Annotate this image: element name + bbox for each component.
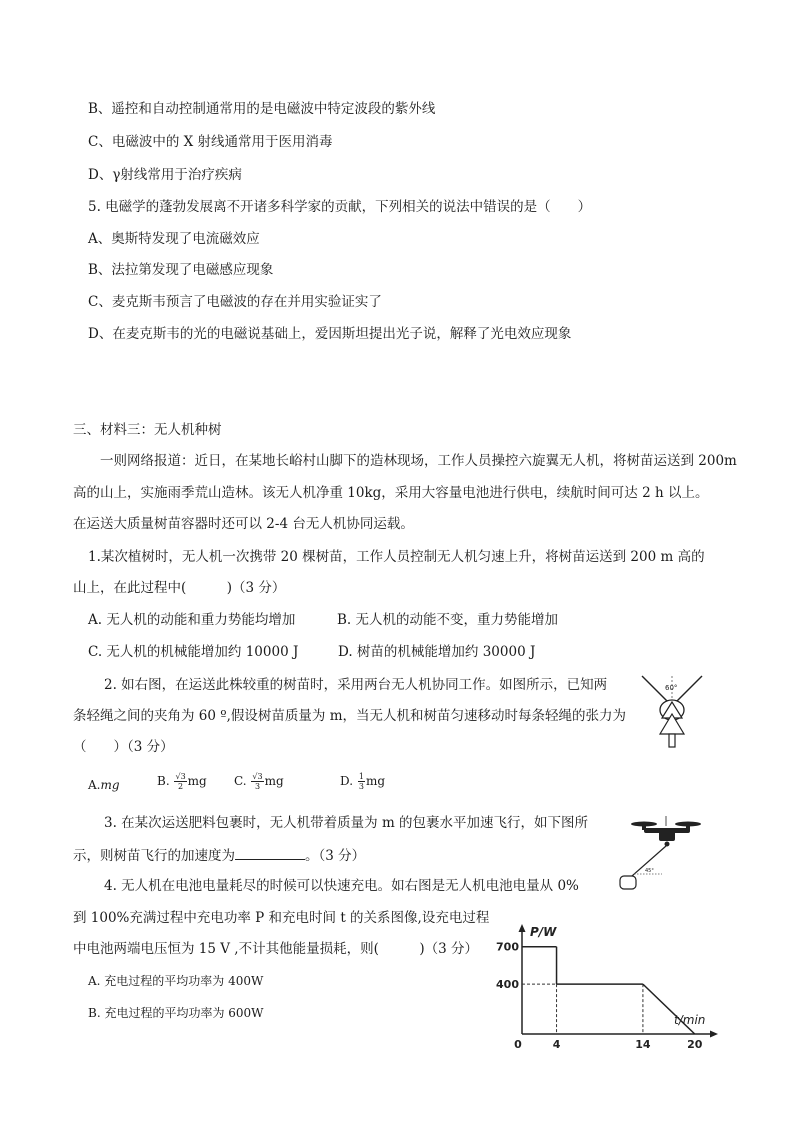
section3-intro-line2: 高的山上，实施雨季荒山造林。该无人机净重 10kg，采用大容量电池进行供电，续航时间可达 2 h 以上。: [73, 485, 709, 501]
right-rope-line: [674, 676, 702, 704]
sq2-option-c-label: C.: [234, 774, 247, 788]
sq2-stem-line3: （ ）（3 分）: [73, 739, 174, 755]
sq2-stem-line2: 条轻绳之间的夹角为 60 º,假设树苗质量为 m，当无人机和树苗匀速移动时每条轻绳的张力为: [73, 708, 626, 724]
sq2-option-d: [340, 772, 385, 791]
sq1-option-d: D. 树苗的机械能增加约 30000 J: [338, 644, 536, 660]
x-tick-label: 0: [514, 1038, 522, 1051]
power-time-chart: [496, 922, 720, 1052]
series-segment: [643, 984, 695, 1034]
sq3-stem-line2: [73, 845, 365, 865]
sq2-option-c-unit: mg: [264, 774, 284, 788]
q5-option-c: C、麦克斯韦预言了电磁波的存在并用实验证实了: [88, 294, 382, 310]
sq3-figure-angle: 45°: [645, 868, 654, 874]
q5-option-b: B、法拉第发现了电磁感应现象: [88, 262, 274, 278]
sq1-stem-line2: 山上，在此过程中( )（3 分）: [73, 580, 286, 596]
sq2-option-b: [157, 772, 207, 791]
sq2-option-b-unit: mg: [187, 774, 207, 788]
x-axis-label: t/min: [674, 1013, 706, 1027]
q5-option-a: A、奥斯特发现了电流磁效应: [88, 231, 260, 247]
sq2-figure-angle: 60°: [665, 684, 678, 692]
sq1-option-a: A. 无人机的动能和重力势能均增加: [88, 612, 296, 628]
sq2-option-c-numerator: √3: [252, 772, 263, 781]
sq4-stem-line2: 到 100%充满过程中充电功率 P 和充电时间 t 的关系图像,设充电过程: [73, 910, 490, 926]
tree-rope-figure: [638, 674, 708, 754]
sq2-option-b-numerator: √3: [175, 772, 186, 781]
sq4-stem-line1: 4. 无人机在电池电量耗尽的时候可以快速充电。如右图是无人机电池电量从 0%: [104, 878, 579, 894]
sq4-stem-line3: 中电池两端电压恒为 15 V ,不计其他能量损耗，则( )（3 分）: [73, 941, 479, 957]
sq3-stem-line2-suffix: 。（3 分）: [305, 848, 366, 864]
y-tick-label: 700: [496, 940, 519, 954]
sq2-option-d-unit: mg: [365, 774, 385, 788]
tree-trunk: [669, 734, 675, 747]
prev-option-b: B、遥控和自动控制通常用的是电磁波中特定波段的紫外线: [88, 101, 436, 117]
y-axis-arrow: [519, 924, 526, 932]
drone-camera: [665, 842, 670, 847]
sq3-stem-line2-text: 示，则树苗飞行的加速度为: [73, 848, 235, 864]
sq4-option-a: A. 充电过程的平均功率为 400W: [88, 974, 264, 988]
q5-stem: 5. 电磁学的蓬勃发展离不开诸多科学家的贡献，下列相关的说法中错误的是（ ）: [88, 199, 592, 215]
prev-option-c: C、电磁波中的 X 射线通常用于医用消毒: [88, 134, 333, 150]
sq2-option-d-denominator: 3: [358, 782, 364, 791]
sq3-stem-line1: 3. 在某次运送肥料包裹时，无人机带着质量为 m 的包裹水平加速飞行，如下图所: [104, 815, 589, 831]
section3-intro-line1: 一则网络报道：近日，在某地长峪村山脚下的造林现场，工作人员操控六旋翼无人机，将树苗运送到 200m: [100, 453, 737, 469]
sq4-option-b: B. 充电过程的平均功率为 600W: [88, 1006, 264, 1020]
y-tick-label: 400: [496, 978, 519, 992]
sq2-option-b-label: B.: [157, 774, 170, 788]
sq2-option-a-label: A.: [88, 778, 101, 792]
prev-option-d: D、γ射线常用于治疗疾病: [88, 167, 242, 183]
sq2-option-c-fraction: [251, 772, 263, 791]
sq2-option-d-fraction: [358, 772, 365, 791]
x-tick-label: 20: [687, 1038, 703, 1051]
chart-series: [522, 947, 695, 1034]
answer-blank: [235, 845, 305, 860]
sq2-option-d-numerator: 1: [358, 772, 364, 781]
sq2-option-c-denominator: 3: [254, 782, 261, 791]
sq2-option-a: [88, 776, 120, 794]
sq1-option-c: C. 无人机的机械能增加约 10000 J: [88, 644, 299, 660]
x-tick-label: 14: [635, 1038, 651, 1051]
x-axis-arrow: [710, 1031, 718, 1038]
drone-figure: [614, 812, 714, 898]
chart-guides: [522, 984, 643, 1034]
sq2-option-b-denominator: 2: [178, 782, 184, 791]
y-axis-label: P/W: [530, 925, 557, 939]
sq1-option-b: B. 无人机的动能不变，重力势能增加: [337, 612, 559, 628]
section3-intro-line3: 在运送大质量树苗容器时还可以 2-4 台无人机协同运载。: [73, 516, 414, 532]
package-box: [620, 876, 636, 889]
q5-option-d: D、在麦克斯韦的光的电磁说基础上，爱因斯坦提出光子说，解释了光电效应现象: [88, 326, 572, 342]
sq2-option-b-fraction: [174, 772, 186, 791]
sq2-option-d-label: D.: [340, 774, 354, 788]
x-tick-label: 4: [552, 1038, 561, 1051]
section3-heading: 三、材料三：无人机种树: [73, 422, 222, 438]
sq2-stem-line1: 2. 如右图，在运送此株较重的树苗时，采用两台无人机协同工作。如图所示，已知两: [104, 677, 608, 693]
sq2-option-a-value: mg: [100, 778, 120, 792]
sq1-stem-line1: 1.某次植树时，无人机一次携带 20 棵树苗，工作人员控制无人机匀速上升，将树苗运送到 200 m 高的: [88, 549, 705, 565]
sq2-option-c: [234, 772, 284, 791]
drone-body: [659, 831, 675, 841]
